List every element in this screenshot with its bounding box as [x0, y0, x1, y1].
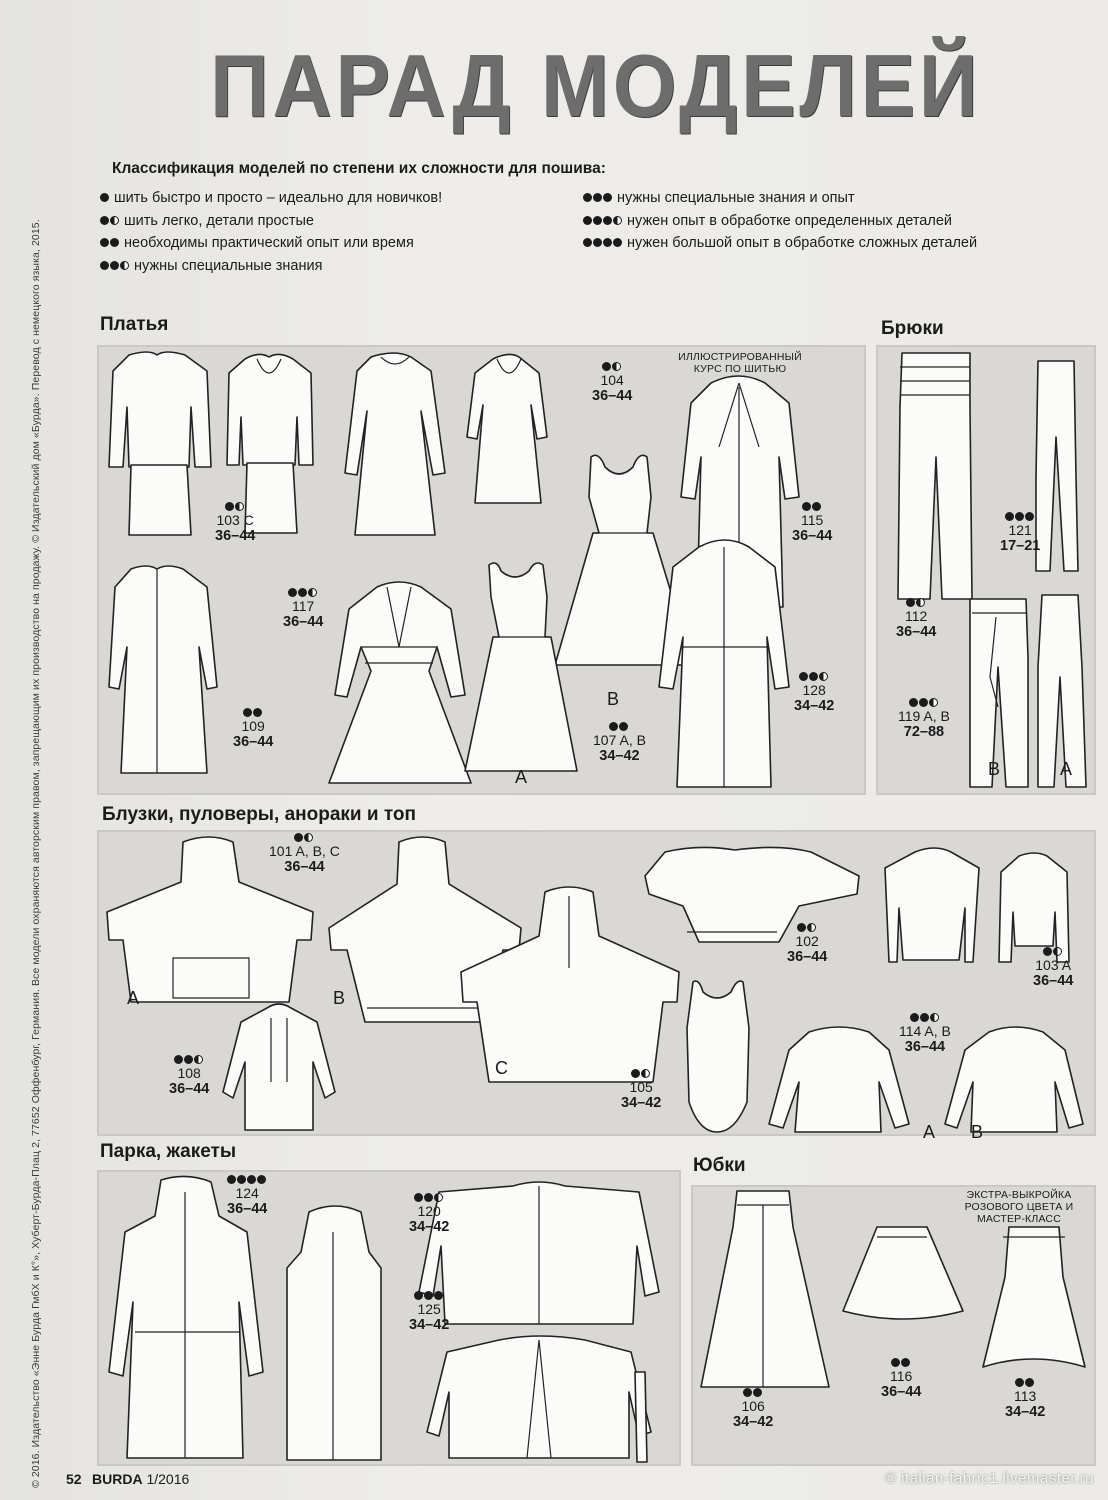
model-size: 34–42 — [1005, 1404, 1046, 1420]
difficulty-dots-icon — [583, 235, 623, 251]
full-dot-icon — [609, 722, 618, 731]
issue-number: 1/2016 — [146, 1471, 190, 1487]
full-dot-icon — [631, 1069, 640, 1078]
model-label-115 — [792, 501, 832, 544]
watermark: © italian-fabric1.livemaster.ru — [884, 1470, 1094, 1487]
full-dot-icon — [802, 502, 811, 511]
difficulty-dots-icon — [100, 213, 120, 229]
half-dot-icon — [1053, 947, 1062, 956]
section-title-parka: Парка, жакеты — [100, 1141, 237, 1162]
model-number: 106 — [741, 1398, 765, 1414]
full-dot-icon — [1015, 512, 1024, 521]
model-number: 128 — [802, 682, 826, 698]
legend-text: необходимы практический опыт или время — [124, 235, 414, 251]
full-dot-icon — [184, 1055, 193, 1064]
half-dot-icon — [304, 833, 313, 842]
difficulty-dots-icon — [881, 1357, 921, 1368]
model-size: 36–44 — [215, 528, 256, 544]
model-size: 34–42 — [599, 748, 640, 764]
legend-item — [100, 232, 442, 255]
model-size: 36–44 — [1033, 973, 1074, 989]
difficulty-legend-heading: Классификация моделей по степени их сложности для пошива: — [112, 160, 606, 177]
difficulty-dots-icon — [409, 1290, 449, 1301]
half-dot-icon — [612, 362, 621, 371]
model-label-124 — [227, 1174, 267, 1217]
model-label-116 — [881, 1357, 921, 1400]
full-dot-icon — [593, 216, 602, 225]
model-number: 124 — [235, 1185, 259, 1201]
model-number: 103 A — [1035, 957, 1072, 973]
model-label-113 — [1005, 1377, 1045, 1420]
full-dot-icon — [100, 216, 109, 225]
difficulty-dots-icon — [169, 1054, 209, 1065]
difficulty-legend-left — [100, 187, 442, 277]
model-label-119 — [898, 697, 950, 740]
difficulty-dots-icon — [215, 501, 255, 512]
variant-letter-b: B — [333, 988, 346, 1008]
model-label-104 — [592, 361, 632, 404]
model-label-106 — [733, 1387, 773, 1430]
model-number: 104 — [600, 372, 624, 388]
legend-text: нужны специальные знания — [134, 257, 323, 274]
legend-text: нужны специальные знания и опыт — [617, 190, 855, 206]
full-dot-icon — [288, 588, 297, 597]
legend-item — [100, 187, 442, 210]
full-dot-icon — [294, 833, 303, 842]
difficulty-dots-icon — [100, 235, 120, 251]
full-dot-icon — [583, 193, 592, 202]
model-size: 34–42 — [621, 1095, 662, 1111]
model-size: 34–42 — [409, 1219, 450, 1235]
section-title-dresses: Платья — [100, 314, 169, 335]
full-dot-icon — [298, 588, 307, 597]
model-size: 36–44 — [283, 614, 324, 630]
difficulty-dots-icon — [794, 671, 834, 682]
model-size: 34–42 — [409, 1317, 450, 1333]
half-dot-icon — [916, 598, 925, 607]
model-number: 112 — [905, 608, 928, 624]
page-number: 52 — [66, 1471, 82, 1487]
model-size: 36–44 — [792, 528, 833, 544]
difficulty-dots-icon — [1033, 946, 1073, 957]
trousers-panel — [876, 345, 1096, 795]
model-number: 125 — [417, 1301, 441, 1317]
full-dot-icon — [593, 238, 602, 247]
blouses-panel — [97, 830, 1096, 1142]
full-dot-icon — [1005, 512, 1014, 521]
side-copyright-credit: © 2016. Издательство «Энне Бурда ГмбХ и К°», Хуберт-Бурда-Плац 2, 77652 Оффенбург, Германия. Все модели охраняются авторским правом, запрещающим их производство на продажу. © Издательский дом «Бурда». Перевод с немецкого языка, 2015. — [30, 219, 42, 1488]
half-dot-icon — [641, 1069, 650, 1078]
variant-letter-a: A — [1060, 759, 1073, 779]
full-dot-icon — [110, 261, 119, 270]
full-dot-icon — [1015, 1378, 1024, 1387]
model-number: 116 — [890, 1368, 913, 1384]
legend-item — [583, 210, 977, 233]
difficulty-dots-icon — [787, 922, 827, 933]
half-dot-icon — [929, 698, 938, 707]
model-size: 34–42 — [733, 1414, 774, 1430]
model-label-109 — [233, 707, 273, 750]
model-label-128 — [794, 671, 834, 714]
model-number: 109 — [241, 718, 265, 734]
model-number: 119 A, B — [898, 708, 950, 724]
full-dot-icon — [225, 502, 234, 511]
full-dot-icon — [174, 1055, 183, 1064]
model-label-105 — [621, 1068, 661, 1111]
full-dot-icon — [603, 216, 612, 225]
model-size: 36–44 — [896, 624, 937, 640]
model-size: 34–42 — [794, 698, 835, 714]
full-dot-icon — [100, 238, 109, 247]
variant-letter-a: A — [923, 1122, 936, 1142]
half-dot-icon — [819, 672, 828, 681]
model-label-117 — [283, 587, 323, 630]
full-dot-icon — [901, 1358, 910, 1367]
difficulty-dots-icon — [593, 721, 646, 732]
model-number: 101 A, B, C — [269, 843, 340, 859]
difficulty-dots-icon — [283, 587, 323, 598]
full-dot-icon — [243, 708, 252, 717]
variant-letter-a: A — [127, 988, 140, 1008]
full-dot-icon — [434, 1291, 443, 1300]
full-dot-icon — [910, 1013, 919, 1022]
parka-sketches — [99, 1172, 679, 1464]
model-label-101 — [269, 832, 340, 875]
difficulty-dots-icon — [899, 1012, 951, 1023]
model-label-125 — [409, 1290, 449, 1333]
model-number: 117 — [292, 598, 315, 614]
model-number: 105 — [629, 1079, 653, 1095]
full-dot-icon — [100, 261, 109, 270]
full-dot-icon — [1025, 1378, 1034, 1387]
half-dot-icon — [930, 1013, 939, 1022]
blouses-sketches — [99, 832, 1094, 1134]
difficulty-dots-icon — [592, 361, 632, 372]
difficulty-dots-icon — [733, 1387, 773, 1398]
full-dot-icon — [1025, 512, 1034, 521]
model-size: 36–44 — [227, 1201, 268, 1217]
extra-pattern-note: ЭКСТРА-ВЫКРОЙКА РОЗОВОГО ЦВЕТА И МАСТЕР-КЛАСС — [964, 1189, 1074, 1225]
model-number: 115 — [801, 512, 824, 528]
legend-text: нужен большой опыт в обработке сложных деталей — [627, 235, 978, 251]
model-number: 114 A, B — [899, 1023, 951, 1039]
full-dot-icon — [891, 1358, 900, 1367]
model-number: 103 C — [216, 512, 254, 528]
half-dot-icon — [110, 216, 119, 225]
full-dot-icon — [753, 1388, 762, 1397]
section-title-blouses: Блузки, пуловеры, анораки и топ — [102, 804, 416, 825]
model-label-107 — [593, 721, 646, 764]
dresses-sketches — [99, 347, 864, 793]
model-number: 102 — [795, 933, 819, 949]
full-dot-icon — [603, 238, 612, 247]
model-number: 121 — [1008, 522, 1032, 538]
variant-letter-b: B — [988, 759, 1001, 779]
model-size: 36–44 — [233, 734, 274, 750]
magazine-issue — [92, 1471, 189, 1487]
difficulty-dots-icon — [1005, 1377, 1045, 1388]
full-dot-icon — [247, 1175, 256, 1184]
full-dot-icon — [799, 672, 808, 681]
full-dot-icon — [797, 923, 806, 932]
full-dot-icon — [743, 1388, 752, 1397]
legend-item — [100, 210, 442, 233]
legend-text: шить легко, детали простые — [124, 212, 314, 229]
full-dot-icon — [909, 698, 918, 707]
model-label-114 — [899, 1012, 951, 1055]
parka-panel — [97, 1170, 681, 1466]
model-label-102 — [787, 922, 827, 965]
model-size: 36–44 — [904, 1039, 946, 1055]
full-dot-icon — [424, 1193, 433, 1202]
variant-letter-c: C — [495, 1058, 508, 1078]
model-label-112 — [896, 597, 936, 640]
model-size: 36–44 — [284, 859, 325, 875]
model-size: 36–44 — [881, 1384, 922, 1400]
full-dot-icon — [110, 238, 119, 247]
full-dot-icon — [253, 708, 262, 717]
model-size: 36–44 — [787, 949, 828, 965]
difficulty-dots-icon — [583, 190, 613, 206]
full-dot-icon — [603, 193, 612, 202]
full-dot-icon — [1043, 947, 1052, 956]
legend-item — [100, 255, 442, 278]
half-dot-icon — [194, 1055, 203, 1064]
model-number: 113 — [1014, 1388, 1037, 1404]
course-note: ИЛЛЮСТРИРОВАННЫЙ КУРС ПО ШИТЬЮ — [678, 351, 802, 375]
difficulty-dots-icon — [100, 190, 110, 206]
half-dot-icon — [308, 588, 317, 597]
full-dot-icon — [919, 698, 928, 707]
difficulty-legend-right — [583, 187, 977, 255]
full-dot-icon — [583, 238, 592, 247]
difficulty-dots-icon — [100, 258, 130, 274]
model-number: 120 — [417, 1203, 441, 1219]
half-dot-icon — [807, 923, 816, 932]
variant-letter-b: B — [971, 1122, 984, 1142]
half-dot-icon — [120, 261, 129, 270]
full-dot-icon — [583, 216, 592, 225]
difficulty-dots-icon — [409, 1192, 449, 1203]
difficulty-dots-icon — [227, 1174, 267, 1185]
difficulty-dots-icon — [621, 1068, 661, 1079]
half-dot-icon — [613, 216, 622, 225]
full-dot-icon — [593, 193, 602, 202]
model-label-103a — [1033, 946, 1073, 989]
full-dot-icon — [257, 1175, 266, 1184]
model-size: 72–88 — [903, 724, 945, 740]
full-dot-icon — [812, 502, 821, 511]
difficulty-dots-icon — [233, 707, 273, 718]
full-dot-icon — [100, 193, 109, 202]
half-dot-icon — [434, 1193, 443, 1202]
model-size: 36–44 — [592, 388, 633, 404]
model-size: 17–21 — [1000, 538, 1041, 554]
model-size: 36–44 — [169, 1081, 210, 1097]
dresses-panel — [97, 345, 866, 795]
full-dot-icon — [227, 1175, 236, 1184]
full-dot-icon — [920, 1013, 929, 1022]
half-dot-icon — [235, 502, 244, 511]
full-dot-icon — [619, 722, 628, 731]
legend-item — [583, 232, 977, 255]
section-title-skirts: Юбки — [693, 1155, 746, 1176]
full-dot-icon — [237, 1175, 246, 1184]
section-title-trousers: Брюки — [881, 318, 944, 339]
full-dot-icon — [414, 1193, 423, 1202]
difficulty-dots-icon — [792, 501, 832, 512]
difficulty-dots-icon — [583, 213, 623, 229]
full-dot-icon — [414, 1291, 423, 1300]
variant-letter-a: A — [515, 767, 528, 787]
page-title: ПАРАД МОДЕЛЕЙ — [210, 36, 982, 135]
legend-item — [583, 187, 977, 210]
difficulty-dots-icon — [896, 597, 936, 608]
full-dot-icon — [809, 672, 818, 681]
legend-text: шить быстро и просто – идеально для новичков! — [114, 190, 443, 206]
legend-text: нужен опыт в обработке определенных деталей — [627, 212, 952, 229]
difficulty-dots-icon — [269, 832, 340, 843]
model-label-121 — [1000, 511, 1040, 554]
magazine-name: BURDA — [92, 1471, 143, 1487]
model-label-120 — [409, 1192, 449, 1235]
full-dot-icon — [602, 362, 611, 371]
model-number: 107 A, B — [593, 732, 646, 748]
model-label-108 — [169, 1054, 209, 1097]
full-dot-icon — [424, 1291, 433, 1300]
model-number: 108 — [177, 1065, 201, 1081]
skirts-panel — [691, 1185, 1096, 1466]
full-dot-icon — [613, 238, 622, 247]
variant-letter-b: B — [607, 689, 620, 709]
difficulty-dots-icon — [1000, 511, 1040, 522]
full-dot-icon — [906, 598, 915, 607]
model-label-103c — [215, 501, 255, 544]
difficulty-dots-icon — [898, 697, 950, 708]
